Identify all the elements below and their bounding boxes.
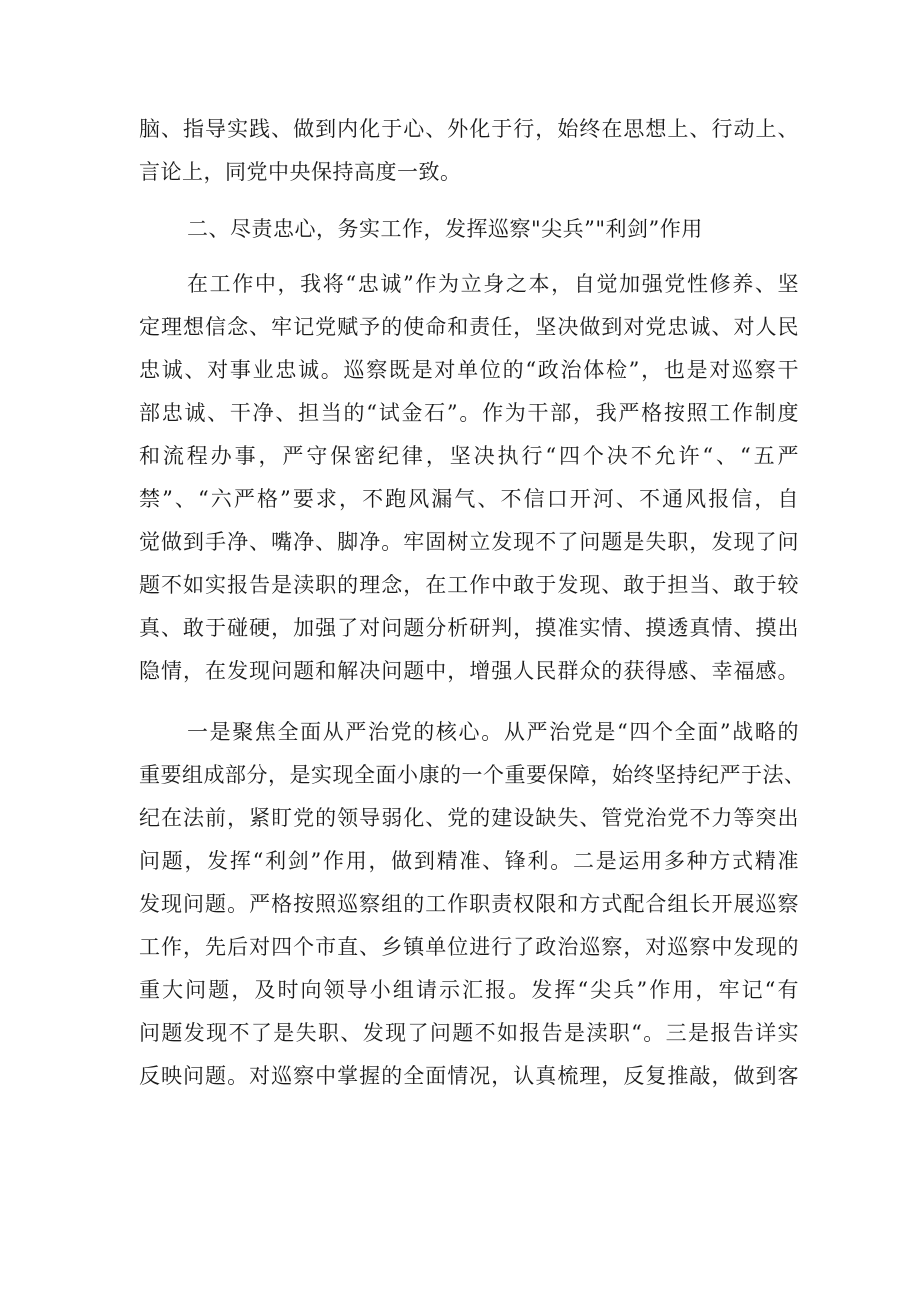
intro-line-2: 言论上，同党中央保持高度一致。 xyxy=(139,160,462,184)
section-heading: 二、尽责忠心，务实工作，发挥巡察"尖兵”"利剑”作用 xyxy=(187,217,703,241)
document-page xyxy=(139,108,806,1098)
paragraph2-line-2: 重要组成部分，是实现全面小康的一个重要保障，始终坚持纪严于法、 xyxy=(139,763,806,787)
paragraph2-line-5: 发现问题。严格按照巡察组的工作职责权限和方式配合组长开展巡察 xyxy=(139,892,799,916)
paragraph1-line-2: 定理想信念、牢记党赋予的使命和责任，坚决做到对党忠诚、对人民 xyxy=(139,315,799,339)
paragraph1-line-4: 部忠诚、干净、担当的“试金石”。作为干部，我严格按照工作制度 xyxy=(139,401,799,425)
paragraph2-line-1: 一是聚焦全面从严治党的核心。从严治党是“四个全面”战略的 xyxy=(187,720,799,744)
paragraph1-line-3: 忠诚、对事业忠诚。巡察既是对单位的“政治体检”，也是对巡察干 xyxy=(139,358,799,382)
paragraph1-line-5: 和流程办事，严守保密纪律，坚决执行“四个决不允许“、“五严 xyxy=(139,444,799,468)
paragraph2-line-8: 问题发现不了是失职、发现了问题不如报告是渎职“。三是报告详实 xyxy=(139,1021,799,1045)
paragraph2-line-3: 纪在法前，紧盯党的领导弱化、党的建设缺失、管党治党不力等突出 xyxy=(139,806,799,830)
paragraph1-line-6: 禁”、“六严格”要求，不跑风漏气、不信口开河、不通风报信，自 xyxy=(139,487,799,511)
paragraph2-line-4: 问题，发挥“利剑”作用，做到精准、锋利。二是运用多种方式精准 xyxy=(139,849,799,873)
intro-line-1: 脑、指导实践、做到内化于心、外化于行，始终在思想上、行动上、 xyxy=(139,117,799,141)
paragraph1-line-9: 真、敢于碰硬，加强了对问题分析研判，摸准实情、摸透真情、摸出 xyxy=(139,616,799,640)
paragraph2-line-9: 反映问题。对巡察中掌握的全面情况，认真梳理，反复推敲，做到客 xyxy=(139,1064,799,1088)
paragraph2-line-7: 重大问题，及时向领导小组请示汇报。发挥“尖兵”作用，牢记“有 xyxy=(139,978,799,1002)
paragraph1-line-8: 题不如实报告是渎职的理念，在工作中敢于发现、敢于担当、敢于较 xyxy=(139,573,799,597)
paragraph-spacer xyxy=(139,693,799,711)
paragraph1-line-7: 觉做到手净、嘴净、脚净。牢固树立发现不了问题是失职，发现了问 xyxy=(139,530,799,554)
paragraph1-line-1: 在工作中，我将“忠诚”作为立身之本，自觉加强党性修养、坚 xyxy=(187,272,799,296)
paragraph1-line-10: 隐情，在发现问题和解决问题中，增强人民群众的获得感、幸福感。 xyxy=(139,659,799,683)
paragraph2-line-6: 工作，先后对四个市直、乡镇单位进行了政治巡察，对巡察中发现的 xyxy=(139,935,799,959)
